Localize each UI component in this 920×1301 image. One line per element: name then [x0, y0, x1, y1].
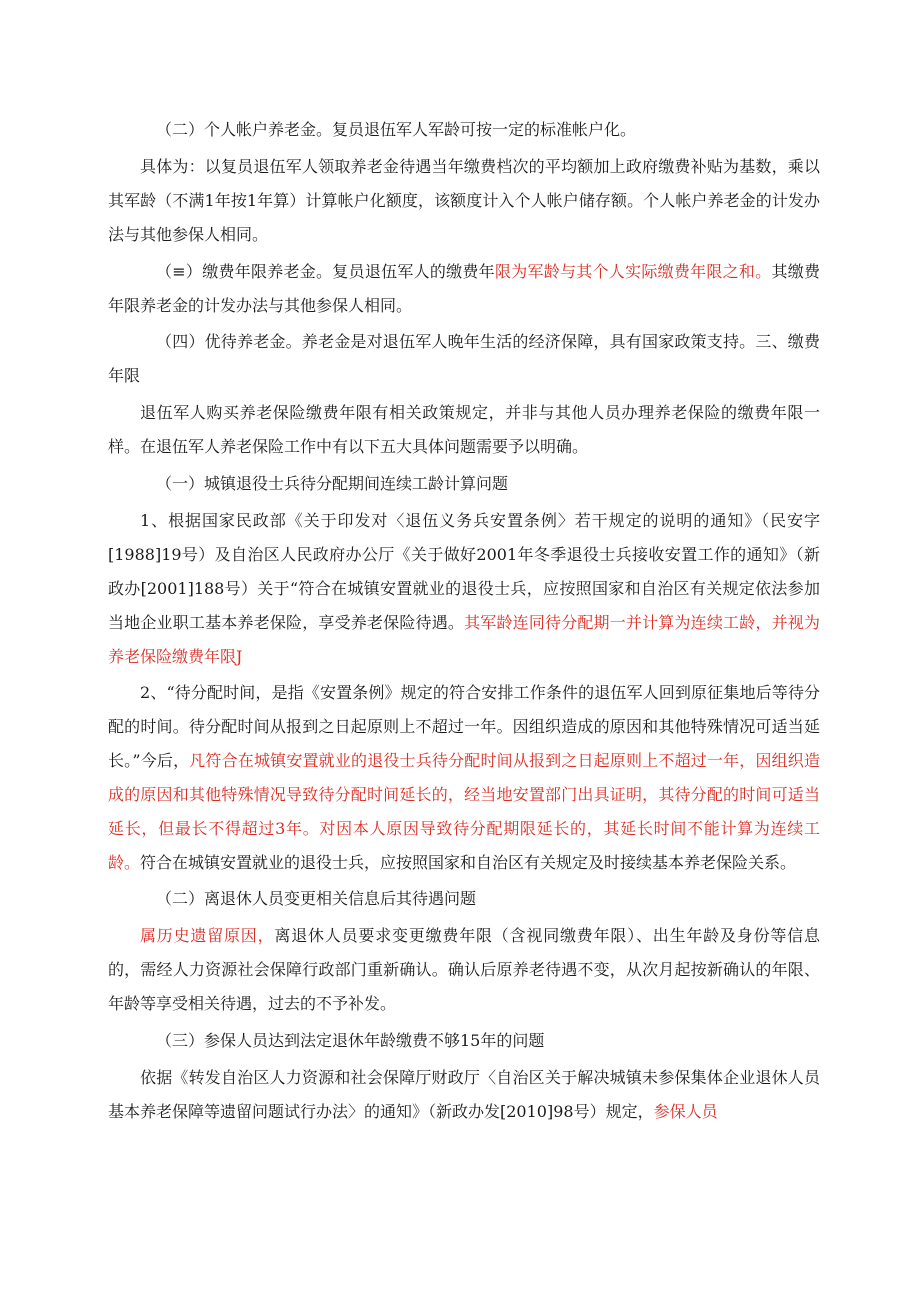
section-heading-contribution-years-pension: [108, 255, 820, 323]
document-body: [108, 113, 820, 1129]
paragraph-text: 具体为：以复员退伍军人领取养老金待遇当年缴费档次的平均额加上政府缴费补贴为基数，乘以其军龄（不满1年按1年算）计算帐户化额度，该额度计入个人帐户储存额。个人帐户养老金的计发办法与其他参保人相同。: [108, 157, 820, 244]
paragraph-text: 离退休人员要求变更缴费年限（含视同缴费年限）、出生年龄及身份等信息的，需经人力资源社会保障行政部门重新确认。确认后原养老待遇不变，从次月起按新确认的年限、年龄等享受相关待遇，过去的不予补发。: [108, 926, 820, 1013]
paragraph-personal-account-detail: [108, 150, 820, 252]
highlighted-text: 限为军龄与其个人实际缴费年限之和。: [494, 262, 772, 281]
paragraph-contribution-years-intro: [108, 396, 820, 464]
paragraph-retiree-info-change: [108, 919, 820, 1021]
paragraph-text: （一）城镇退役士兵待分配期间连续工龄计算问题: [156, 474, 509, 493]
highlighted-text: 其军龄连同待分配期一并计算为连续工龄，并视为养老保险缴费年限J: [108, 613, 820, 666]
paragraph-text: （四）优待养老金。养老金是对退伍军人晚年生活的经济保障，具有国家政策支持。三、缴费年限: [108, 332, 820, 385]
paragraph-text: （三）参保人员达到法定退休年龄缴费不够15年的问题: [156, 1031, 545, 1050]
paragraph-text: 退伍军人购买养老保险缴费年限有相关政策规定，并非与其他人员办理养老保险的缴费年限一样。在退伍军人养老保险工作中有以下五大具体问题需要予以明确。: [108, 403, 820, 456]
paragraph-insufficient-years: [108, 1061, 820, 1129]
paragraph-text: 依据《转发自治区人力资源和社会保障厅财政厅〈自治区关于解决城镇未参保集体企业退休人员基本养老保障等遗留问题试行办法〉的通知》（新政办发[2010]98号）规定，: [108, 1068, 820, 1121]
paragraph-text: 2、“待分配时间，是指《安置条例》规定的符合安排工作条件的退伍军人回到原征集地后等待分配的时间。待分配时间从报到之日起原则上不超过一年。因组织造成的原因和其他特殊情况可适当延长。”今后，: [108, 683, 820, 770]
highlighted-text: 属历史遗留原因，: [140, 926, 275, 945]
section-heading-personal-account: [108, 113, 820, 147]
paragraph-text: （≡）缴费年限养老金。复员退伍军人的缴费年: [156, 262, 495, 281]
paragraph-item-2: [108, 676, 820, 880]
paragraph-text: 1、根据国家民政部《关于印发对〈退伍义务兵安置条例〉若干规定的说明的通知》（民安字[1988]19号）及自治区人民政府办公厅《关于做好2001年冬季退役士兵接收安置工作的通知》（新政办[2001]188号）关于“符合在城镇安置就业的退役士兵，应按照国家和自治区有关规定依法参加当地企业职工基本养老保险，享受养老保险待遇。: [108, 511, 820, 632]
section-heading-insufficient-years: [108, 1024, 820, 1058]
paragraph-text: （二）个人帐户养老金。复员退伍军人军龄可按一定的标准帐户化。: [156, 120, 637, 139]
paragraph-text: 符合在城镇安置就业的退役士兵，应按照国家和自治区有关规定及时接续基本养老保险关系。: [140, 853, 797, 872]
highlighted-text: 参保人员: [653, 1102, 718, 1121]
section-heading-retiree-info-change: [108, 882, 820, 916]
section-heading-continuous-seniority: [108, 467, 820, 501]
paragraph-text: （二）离退休人员变更相关信息后其待遇问题: [156, 889, 477, 908]
paragraph-text: 其缴费年限养老金的计发办法与其他参保人相同。: [108, 262, 820, 315]
paragraph-item-1: [108, 504, 820, 674]
section-heading-preferential-pension: [108, 325, 820, 393]
highlighted-text: 凡符合在城镇安置就业的退役士兵待分配时间从报到之日起原则上不超过一年，因组织造成的原因和其他特殊情况导致待分配时间延长的，经当地安置部门出具证明，其待分配的时间可适当延长，但最长不得超过3年。对因本人原因导致待分配期限延长的，其延长时间不能计算为连续工龄。: [108, 751, 820, 872]
